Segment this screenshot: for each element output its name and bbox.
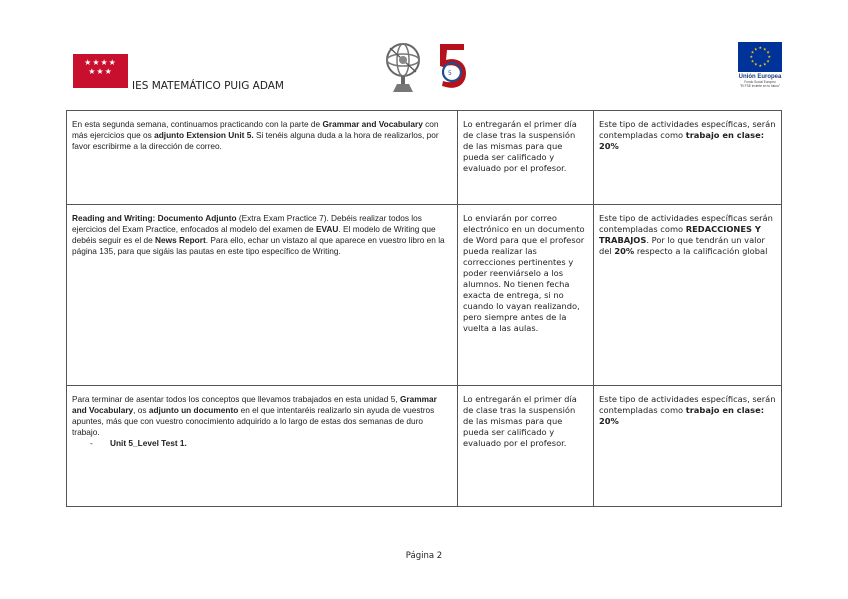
bold-text: 20% (614, 246, 635, 256)
bold-text: trabajo en clase: 20% (599, 130, 765, 151)
activity-description (67, 386, 458, 507)
fifty-logo-digit: 5 (448, 70, 452, 77)
bold-text: trabajo en clase: 20% (599, 405, 765, 426)
body-text: Este tipo de actividades específicas, serán contempladas como (599, 394, 776, 415)
delivery-method (458, 386, 594, 507)
bold-text: adjunto un documento (148, 405, 239, 415)
page-number: Página 2 (405, 551, 443, 561)
body-text: (Extra Exam Practice 7). Debéis realizar todos los ejercicios del Exam Practice, enfocados al modelo del examen de (72, 213, 422, 234)
bullet-text: Unit 5_Level Test 1. (110, 438, 187, 448)
bold-text: Grammar and Vocabulary (322, 119, 423, 129)
svg-text:★: ★ (766, 49, 770, 55)
body-text: Si tenéis alguna duda a la hora de realizarlos, por favor escribirme a la dirección de correo. (72, 130, 439, 151)
page-header (0, 0, 848, 100)
body-text: . El modelo de Writing que debéis seguir es el de (72, 224, 436, 245)
body-text: Lo entregarán el primer día de clase tras la suspensión de las mismas para que pueda ser calificado y evaluado por el profesor. (463, 394, 577, 448)
svg-text:★: ★ (754, 46, 758, 52)
svg-text:★: ★ (763, 61, 767, 67)
table-row (67, 205, 782, 386)
body-text: Este tipo de actividades específicas serán contempladas como (599, 213, 773, 234)
svg-text:★: ★ (750, 49, 755, 55)
body-text: Lo entregarán el primer día de clase tras la suspensión de las mismas para que pueda ser calificado y evaluado por el profesor. (463, 119, 577, 173)
body-text: Para terminar de asentar todos los conceptos que llevamos trabajados en esta unidad 5, (72, 394, 400, 404)
grading-criteria (594, 205, 782, 386)
svg-text:★: ★ (763, 46, 767, 52)
svg-text:★: ★ (758, 63, 763, 68)
bold-text: Reading and Writing: Documento Adjunto (72, 213, 237, 223)
svg-text:★: ★ (758, 45, 763, 50)
delivery-method (458, 205, 594, 386)
madrid-stars-icon: ★★★★ ★★★ (84, 58, 117, 76)
bold-text: Grammar and Vocabulary (72, 394, 437, 415)
bold-text: News Report (155, 235, 206, 245)
grading-criteria (594, 386, 782, 507)
body-text: . Por lo que tendrán un valor del (599, 235, 765, 256)
svg-text:★: ★ (754, 61, 758, 67)
body-text: en el que intentaréis realizarlo sin ayuda de vuestros apuntes, más que con vuestro conocimiento adquirido a lo largo de estas dos semanas de duro trabajo. (72, 405, 435, 437)
delivery-method (458, 111, 594, 205)
activities-table (66, 110, 782, 507)
eu-subtitle-line2: "El FSE invierte en tu futuro" (739, 84, 781, 88)
bold-text: adjunto Extension Unit 5. (154, 130, 254, 140)
comunidad-madrid-flag-logo (73, 54, 128, 88)
svg-text:★: ★ (750, 58, 755, 64)
body-text: respecto a la calificación global (634, 246, 768, 256)
svg-text:★: ★ (749, 54, 754, 59)
body-text: En esta segunda semana, continuamos practicando con la parte de (72, 119, 323, 129)
body-text: con más ejercicios que os (72, 119, 439, 140)
svg-text:★: ★ (766, 58, 770, 64)
bullet-dash: - (90, 438, 93, 448)
eu-subtitle-line1: Fondo Social Europeo (744, 80, 776, 84)
table-row (67, 386, 782, 507)
bold-text: REDACCIONES Y TRABAJOS (599, 224, 761, 245)
body-text: . Para ello, echar un vistazo al que aparece en vuestro libro en la página 135, para que sigáis las pautas en este tipo específico de Writing. (72, 235, 445, 256)
school-name: IES MATEMÁTICO PUIG ADAM (132, 80, 284, 92)
grading-criteria (594, 111, 782, 205)
eu-flag-icon (738, 42, 782, 72)
activity-description (67, 205, 458, 386)
activity-description (67, 111, 458, 205)
eu-logo-block (730, 42, 790, 88)
eu-title: Unión Europea (738, 74, 782, 80)
bold-text: EVAU (315, 224, 339, 234)
fifty-years-anniversary-logo (430, 40, 472, 92)
body-text: Este tipo de actividades específicas, serán contempladas como (599, 119, 776, 140)
table-row (67, 111, 782, 205)
armillary-sphere-emblem-icon (380, 38, 426, 94)
svg-text:★: ★ (767, 54, 772, 59)
body-text: , os (133, 405, 149, 415)
bullet-item (72, 438, 452, 449)
body-text: Lo enviarán por correo electrónico en un documento de Word para que el profesor pueda realizar las correcciones pertinentes y poder reenviárselo a los alumnos. No tienen fecha exacta de entrega, si no cuando lo vayan realizando, pero siempre antes de la vuelta a las aulas. (463, 213, 585, 333)
